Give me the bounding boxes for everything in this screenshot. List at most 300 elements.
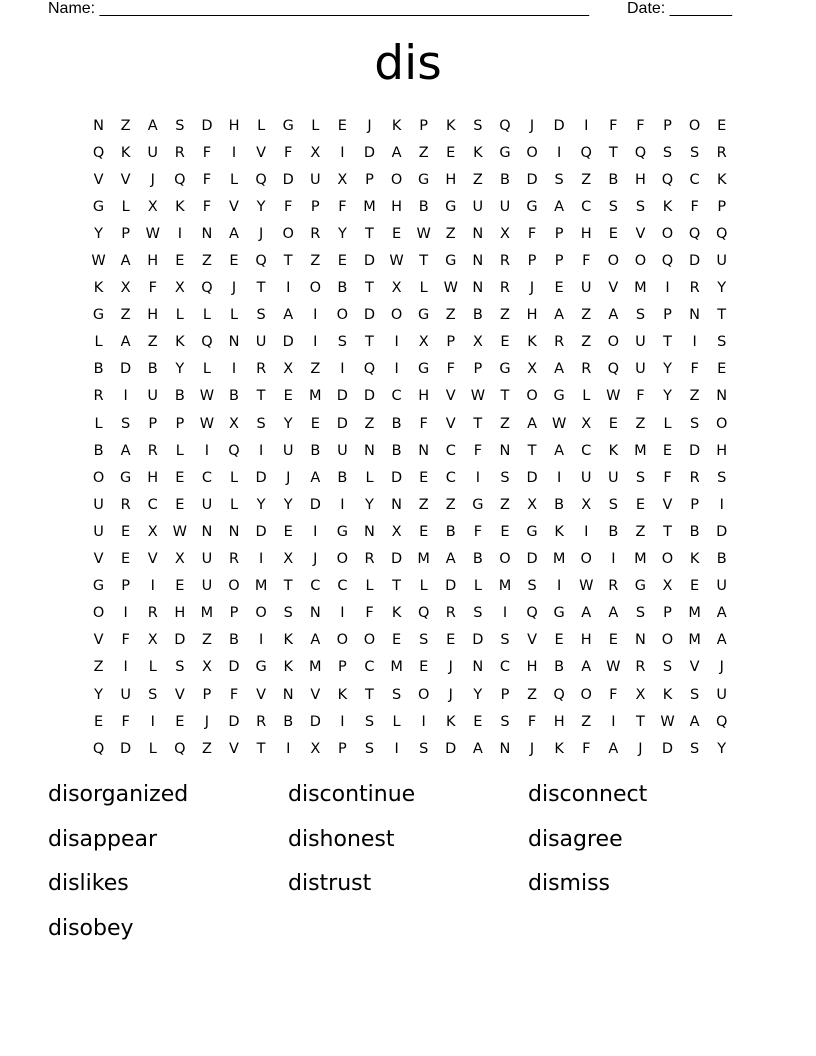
grid-letter: Y [256,198,266,215]
grid-letter: Z [418,496,429,513]
grid-letter: L [392,713,401,730]
grid-letter: D [282,334,294,351]
grid-letter: M [309,659,322,676]
grid-letter: E [229,253,239,270]
grid-letter: W [579,578,594,595]
grid-letter: I [340,496,345,513]
grid-letter: E [419,469,429,486]
grid-letter: D [363,388,376,405]
grid-letter: X [201,659,212,676]
grid-letter: S [500,632,510,649]
grid-letter: R [581,361,592,378]
grid-letter: B [689,523,700,540]
grid-letter: K [93,280,104,297]
grid-letter: N [472,280,484,297]
grid-letter: O [336,632,349,649]
grid-letter: E [337,117,347,134]
grid-letter: V [689,659,700,676]
grid-letter: S [419,632,429,649]
grid-letter: O [688,117,701,134]
grid-letter: S [635,605,646,622]
grid-letter: I [123,659,128,676]
grid-letter: B [337,280,348,297]
grid-letter: A [310,632,321,649]
grid-letter: R [174,144,185,161]
grid-letter: X [527,496,538,513]
grid-letter: L [94,334,103,351]
grid-letter: L [419,280,428,297]
grid-letter: I [421,713,426,730]
grid-letter: V [608,280,619,297]
grid-letter: O [499,551,511,568]
grid-letter: N [472,225,484,242]
grid-letter: H [716,442,728,459]
grid-letter: N [228,523,240,540]
grid-letter: E [662,442,673,459]
grid-letter: C [201,469,212,486]
grid-letter: G [445,253,457,270]
grid-letter: Z [472,171,483,188]
grid-letter: I [313,523,318,540]
grid-letter: Z [499,307,510,324]
grid-letter: P [527,253,537,270]
grid-letter: A [554,442,565,459]
grid-letter: P [310,198,320,215]
grid-letter: L [175,442,184,459]
grid-letter: X [174,280,185,297]
grid-letter: I [475,469,480,486]
grid-letter: Q [201,280,213,297]
grid-letter: M [552,551,566,568]
grid-letter: R [256,713,267,730]
grid-letter: G [255,659,267,676]
grid-letter: C [499,659,511,676]
grid-letter: G [526,198,538,215]
grid-letter: L [663,415,672,432]
grid-letter: X [229,415,239,432]
grid-letter: O [661,225,674,242]
grid-letter: D [282,171,294,188]
grid-letter: I [150,578,155,595]
grid-letter: N [634,632,646,649]
grid-letter: E [500,334,510,351]
grid-letter: A [229,225,239,242]
grid-letter: A [527,415,537,432]
grid-letter: W [606,388,621,405]
grid-letter: P [338,659,347,676]
grid-letter: V [120,171,131,188]
grid-letter: Y [94,225,103,242]
grid-letter: U [472,198,484,215]
grid-letter: Z [120,117,131,134]
grid-letter: F [202,198,212,215]
grid-letter: E [175,496,185,513]
grid-letter: H [147,253,159,270]
grid-letter: S [256,307,266,324]
grid-letter: W [551,415,567,432]
grid-letter: F [121,632,130,649]
grid-letter: N [499,740,511,757]
grid-letter: N [418,442,430,459]
grid-letter: J [150,171,155,188]
grid-letter: K [337,686,348,703]
grid-letter: D [120,361,132,378]
grid-letter: J [231,280,237,297]
grid-letter: I [502,605,508,622]
grid-letter: O [309,280,321,297]
grid-letter: M [417,551,430,568]
grid-letter: F [202,144,212,161]
grid-letter: Y [94,686,103,703]
grid-letter: T [608,144,618,161]
grid-letter: Z [310,253,321,270]
grid-letter: P [121,225,131,242]
grid-letter: P [175,415,185,432]
grid-letter: X [147,198,158,215]
grid-letter: L [582,388,591,405]
grid-letter: P [148,415,158,432]
grid-letter: O [255,605,267,622]
grid-letter: E [310,415,320,432]
grid-letter: E [554,280,564,297]
grid-letter: I [719,496,724,513]
grid-letter: V [662,496,673,513]
grid-letter: V [229,740,239,757]
grid-letter: A [716,632,727,649]
grid-letter: N [689,307,701,324]
grid-letter: G [553,388,565,405]
grid-letter: Q [228,442,240,459]
grid-letter: V [93,171,104,188]
grid-letter: Z [93,659,104,676]
grid-letter: E [391,632,402,649]
grid-letter: H [445,171,457,188]
grid-letter: U [580,469,592,486]
grid-letter: S [527,578,537,595]
grid-letter: J [719,659,724,676]
grid-letter: X [472,334,483,351]
grid-letter: U [635,334,646,351]
grid-letter: L [311,117,320,134]
grid-letter: T [365,225,374,242]
grid-letter: F [636,388,645,405]
grid-letter: R [499,280,510,297]
grid-letter: S [635,469,646,486]
grid-letter: X [581,496,592,513]
grid-letter: Y [283,415,293,432]
grid-letter: P [202,686,212,703]
grid-letter: L [121,198,130,215]
grid-letter: F [582,253,591,270]
grid-letter: D [255,523,267,540]
grid-letter: Y [473,686,483,703]
grid-letter: C [445,469,456,486]
grid-letter: F [121,713,130,730]
grid-letter: S [608,496,618,513]
grid-letter: X [499,225,510,242]
grid-letter: A [120,442,131,459]
grid-letter: P [663,117,672,134]
grid-letter: B [147,361,158,378]
grid-letter: I [340,605,345,622]
grid-letter: T [717,307,727,324]
grid-letter: O [336,307,349,324]
grid-letter: S [175,659,185,676]
grid-letter: H [580,632,592,649]
grid-letter: L [94,415,103,432]
grid-letter: B [310,442,321,459]
grid-letter: D [472,632,484,649]
grid-letter: V [310,686,321,703]
grid-letter: I [177,225,182,242]
grid-letter: S [364,713,375,730]
grid-letter: Y [175,361,185,378]
grid-letter: T [527,442,537,459]
word-list-item: dislikes [48,871,129,896]
grid-letter: Q [201,334,213,351]
grid-letter: F [365,605,374,622]
grid-letter: A [581,659,592,676]
grid-letter: T [365,686,374,703]
grid-letter: D [526,469,538,486]
grid-letter: O [526,144,538,161]
grid-letter: F [582,740,591,757]
grid-letter: A [554,361,565,378]
grid-letter: M [498,578,512,595]
grid-letter: W [91,253,106,270]
grid-letter: F [527,225,537,242]
grid-letter: Q [553,686,565,703]
grid-letter: I [611,551,616,568]
grid-letter: M [200,605,214,622]
grid-letter: H [174,605,186,622]
grid-letter: T [365,334,374,351]
grid-letter: L [365,578,374,595]
grid-letter: U [337,442,348,459]
grid-letter: X [391,523,402,540]
grid-letter: O [580,551,592,568]
grid-letter: Q [174,171,186,188]
grid-letter: S [717,334,727,351]
grid-letter: D [336,388,348,405]
grid-letter: D [363,144,376,161]
grid-letter: K [662,198,673,215]
grid-letter: R [445,605,456,622]
grid-letter: Z [201,740,212,757]
grid-letter: W [416,225,431,242]
grid-letter: S [175,117,185,134]
grid-letter: Z [310,361,321,378]
grid-letter: H [580,225,592,242]
grid-letter: U [716,578,728,595]
grid-letter: O [607,334,620,351]
grid-letter: M [688,632,701,649]
grid-letter: O [526,388,538,405]
grid-letter: T [419,253,429,270]
grid-letter: E [93,713,104,730]
grid-letter: Q [607,361,620,378]
grid-letter: D [390,469,403,486]
grid-letter: Z [499,496,510,513]
grid-letter: R [147,605,158,622]
grid-letter: I [123,605,128,622]
grid-letter: Y [717,740,727,757]
grid-letter: S [690,415,700,432]
grid-letter: Y [337,225,347,242]
grid-letter: V [635,225,646,242]
grid-letter: R [147,442,158,459]
grid-letter: X [337,171,348,188]
grid-letter: B [283,713,294,730]
grid-letter: C [147,496,158,513]
grid-letter: V [93,551,104,568]
grid-letter: E [121,523,131,540]
grid-letter: B [554,496,565,513]
grid-letter: Y [663,388,672,405]
grid-letter: O [634,253,647,270]
grid-letter: Z [445,496,456,513]
grid-letter: Z [147,334,158,351]
header [48,0,748,20]
grid-letter: B [391,442,402,459]
grid-letter: U [201,551,213,568]
grid-letter: P [663,605,672,622]
grid-letter: A [472,740,483,757]
word-list-item: disappear [48,826,158,852]
grid-letter: K [120,144,131,161]
grid-letter: Z [120,307,131,324]
grid-letter: R [499,253,510,270]
grid-letter: O [580,686,592,703]
grid-letter: N [472,659,484,676]
grid-letter: T [256,740,266,757]
grid-letter: G [445,198,457,215]
grid-letter: Z [364,415,375,432]
grid-letter: A [608,605,619,622]
grid-letter: E [473,713,483,730]
grid-letter: N [391,496,402,513]
grid-letter: D [526,171,538,188]
grid-letter: D [309,713,321,730]
grid-letter: L [148,659,157,676]
grid-letter: F [690,361,699,378]
grid-letter: Z [581,307,592,324]
grid-letter: X [635,686,646,703]
grid-letter: F [148,280,157,297]
grid-letter: L [229,496,239,513]
grid-letter: S [256,415,266,432]
grid-letter: X [120,280,131,297]
grid-letter: B [174,388,185,405]
grid-letter: P [446,334,456,351]
grid-letter: C [337,578,348,595]
grid-letter: E [717,361,727,378]
grid-letter: S [473,117,483,134]
grid-letter: T [500,388,510,405]
grid-letter: Q [255,253,267,270]
grid-letter: O [228,578,240,595]
grid-letter: P [338,740,347,757]
grid-letter: J [448,659,453,676]
grid-letter: T [392,578,401,595]
grid-letter: K [391,605,402,622]
grid-letter: S [283,605,293,622]
grid-letter: R [608,578,619,595]
grid-letter: W [606,659,621,676]
grid-letter: O [607,253,620,270]
grid-letter: N [716,388,728,405]
grid-letter: H [391,198,403,215]
grid-letter: K [689,551,700,568]
grid-letter: Z [581,713,592,730]
grid-letter: Q [417,605,430,622]
grid-letter: E [446,632,456,649]
grid-letter: F [446,361,455,378]
grid-letter: U [635,361,646,378]
grid-letter: M [634,442,647,459]
grid-letter: D [445,740,457,757]
grid-letter: J [258,225,264,242]
grid-letter: R [554,334,565,351]
grid-letter: V [527,632,537,649]
grid-letter: G [499,144,511,161]
grid-letter: U [120,686,131,703]
grid-letter: D [689,253,701,270]
grid-letter: B [418,198,429,215]
grid-letter: N [93,117,104,134]
grid-letter: S [500,469,510,486]
grid-letter: W [443,280,458,297]
grid-letter: P [717,198,727,215]
grid-letter: E [283,523,293,540]
grid-letter: A [689,713,700,730]
grid-letter: I [123,388,128,405]
grid-letter: Y [717,280,727,297]
grid-letter: D [445,578,457,595]
grid-letter: I [231,361,237,378]
grid-letter: W [660,713,675,730]
grid-letter: D [363,307,376,324]
grid-letter: I [340,713,345,730]
grid-letter: I [313,307,318,324]
grid-letter: H [634,171,646,188]
grid-letter: P [500,686,510,703]
grid-letter: L [229,307,239,324]
grid-letter: K [446,713,456,730]
grid-letter: F [473,523,483,540]
grid-letter: G [418,171,430,188]
grid-letter: T [365,280,374,297]
grid-letter: W [199,415,215,432]
grid-letter: F [663,469,672,486]
grid-letter: S [121,415,131,432]
grid-letter: I [394,740,399,757]
grid-letter: P [473,361,483,378]
grid-letter: K [446,117,456,134]
grid-letter: N [201,523,213,540]
grid-letter: Z [581,334,592,351]
grid-letter: D [689,442,701,459]
grid-letter: D [553,117,565,134]
grid-letter: Z [201,632,212,649]
grid-letter: L [257,117,266,134]
grid-letter: K [473,144,483,161]
grid-letter: E [419,659,429,676]
grid-letter: A [283,307,294,324]
grid-letter: O [336,551,349,568]
grid-letter: T [256,388,266,405]
grid-letter: I [258,551,264,568]
